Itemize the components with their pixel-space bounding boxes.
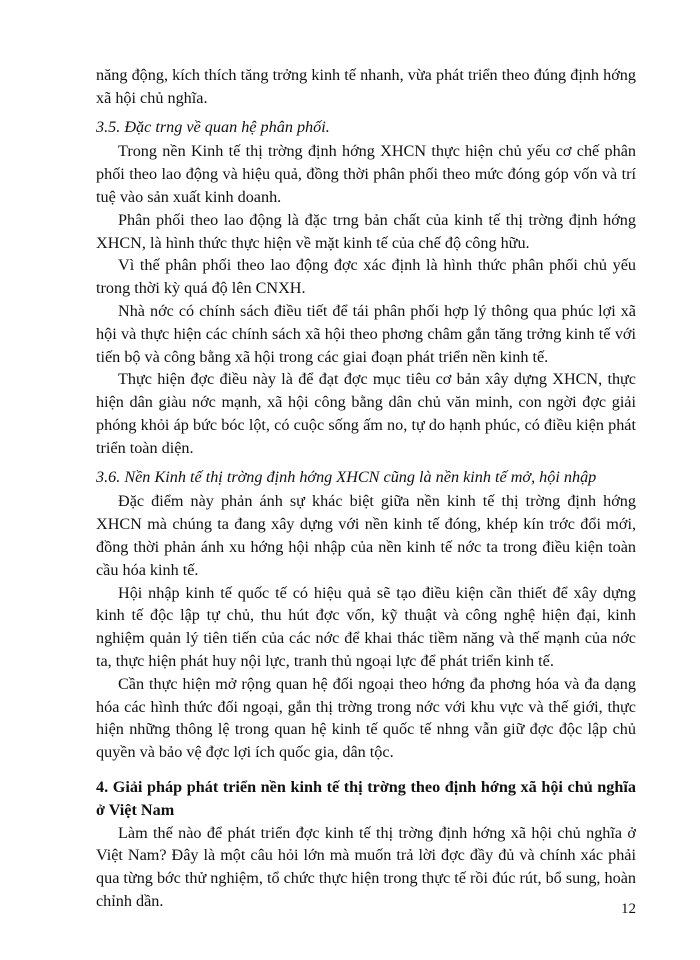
paragraph-3-6-1: Đặc điểm này phản ánh sự khác biệt giữa nền kinh tế thị trờng định hớng XHCN mà chúng ta đang xây dựng với nền kinh tế đóng, khép kín trớc đổi mới, đồng thời phản ánh xu hớng hội nhập của nền kinh tế nớc ta trong điều kiện toàn cầu hóa kinh tế. [96,492,636,579]
section-heading-3-6: 3.6. Nền Kinh tế thị trờng định hớng XHCN cũng là nền kinh tế mở, hội nhập [96,467,597,486]
paragraph-3-5-1: Trong nền Kinh tế thị trờng định hớng XHCN thực hiện chủ yếu cơ chế phân phối theo lao động và hiệu quả, đồng thời phân phối theo mức đóng góp vốn và trí tuệ vào sản xuất kinh doanh. [96,142,636,206]
section-heading-4: 4. Giải pháp phát triển nền kinh tế thị trờng theo định hớng xã hội chủ nghĩa ở Việt Nam [96,777,636,819]
paragraph-3-6-2: Hội nhập kinh tế quốc tế có hiệu quả sẽ tạo điều kiện cần thiết để xây dựng kinh tế độc lập tự chủ, thu hút đợc vốn, kỹ thuật và công nghệ hiện đại, kinh nghiệm quản lý tiên tiến của các nớc để khai thác tiềm năng và thế mạnh của nớc ta, thực hiện phát huy nội lực, tranh thủ ngoại lực để phát triển kinh tế. [96,583,636,670]
paragraph-4-1: Làm thế nào để phát triển đợc kinh tế thị trờng định hớng xã hội chủ nghĩa ở Việt Nam? Đây là một câu hỏi lớn mà muốn trả lời đợc đầy đủ và chính xác phải qua từng bớc thử nghiệm, tổ chức thực hiện trong thực tế rồi đúc rút, bổ sung, hoàn chỉnh dần. [96,823,636,910]
paragraph-3-5-5: Thực hiện đợc điều này là để đạt đợc mục tiêu cơ bản xây dựng XHCN, thực hiện dân giàu nớc mạnh, xã hội công bằng dân chủ văn minh, con ngời đợc giải phóng khỏi áp bức bóc lột, có cuộc sống ấm no, tự do hạnh phúc, có điều kiện phát triển toàn diện. [96,370,636,457]
paragraph-intro: năng động, kích thích tăng trởng kinh tế nhanh, vừa phát triển theo đúng định hớng xã hội chủ nghĩa. [96,66,636,107]
paragraph-3-6-3: Cần thực hiện mở rộng quan hệ đối ngoại theo hớng đa phơng hóa và đa dạng hóa các hình thức đối ngoại, gắn thị trờng trong nớc với khu vực và thế giới, thực hiện những thông lệ trong quan hệ kinh tế quốc tế nhng vẫn giữ đợc độc lập chủ quyền và bảo vệ đợc lợi ích quốc gia, dân tộc. [96,674,636,762]
section-heading-3-5: 3.5. Đặc trng về quan hệ phân phối. [96,117,330,136]
page-number: 12 [621,901,636,917]
paragraph-3-5-2: Phân phối theo lao động là đặc trng bản chất của kinh tế thị trờng định hớng XHCN, là hình thức thực hiện về mặt kinh tế của chế độ công hữu. [96,210,636,252]
paragraph-3-5-4: Nhà nớc có chính sách điều tiết để tái phân phối hợp lý thông qua phúc lợi xã hội và thực hiện các chính sách xã hội theo phơng châm gắn tăng trởng kinh tế với tiến bộ và công bằng xã hội trong các giai đoạn phát triển nền kinh tế. [96,301,636,366]
paragraph-3-5-3: Vì thế phân phối theo lao động đợc xác định là hình thức phân phối chủ yếu trong thời kỳ quá độ lên CNXH. [96,256,636,298]
document-page [96,64,636,913]
